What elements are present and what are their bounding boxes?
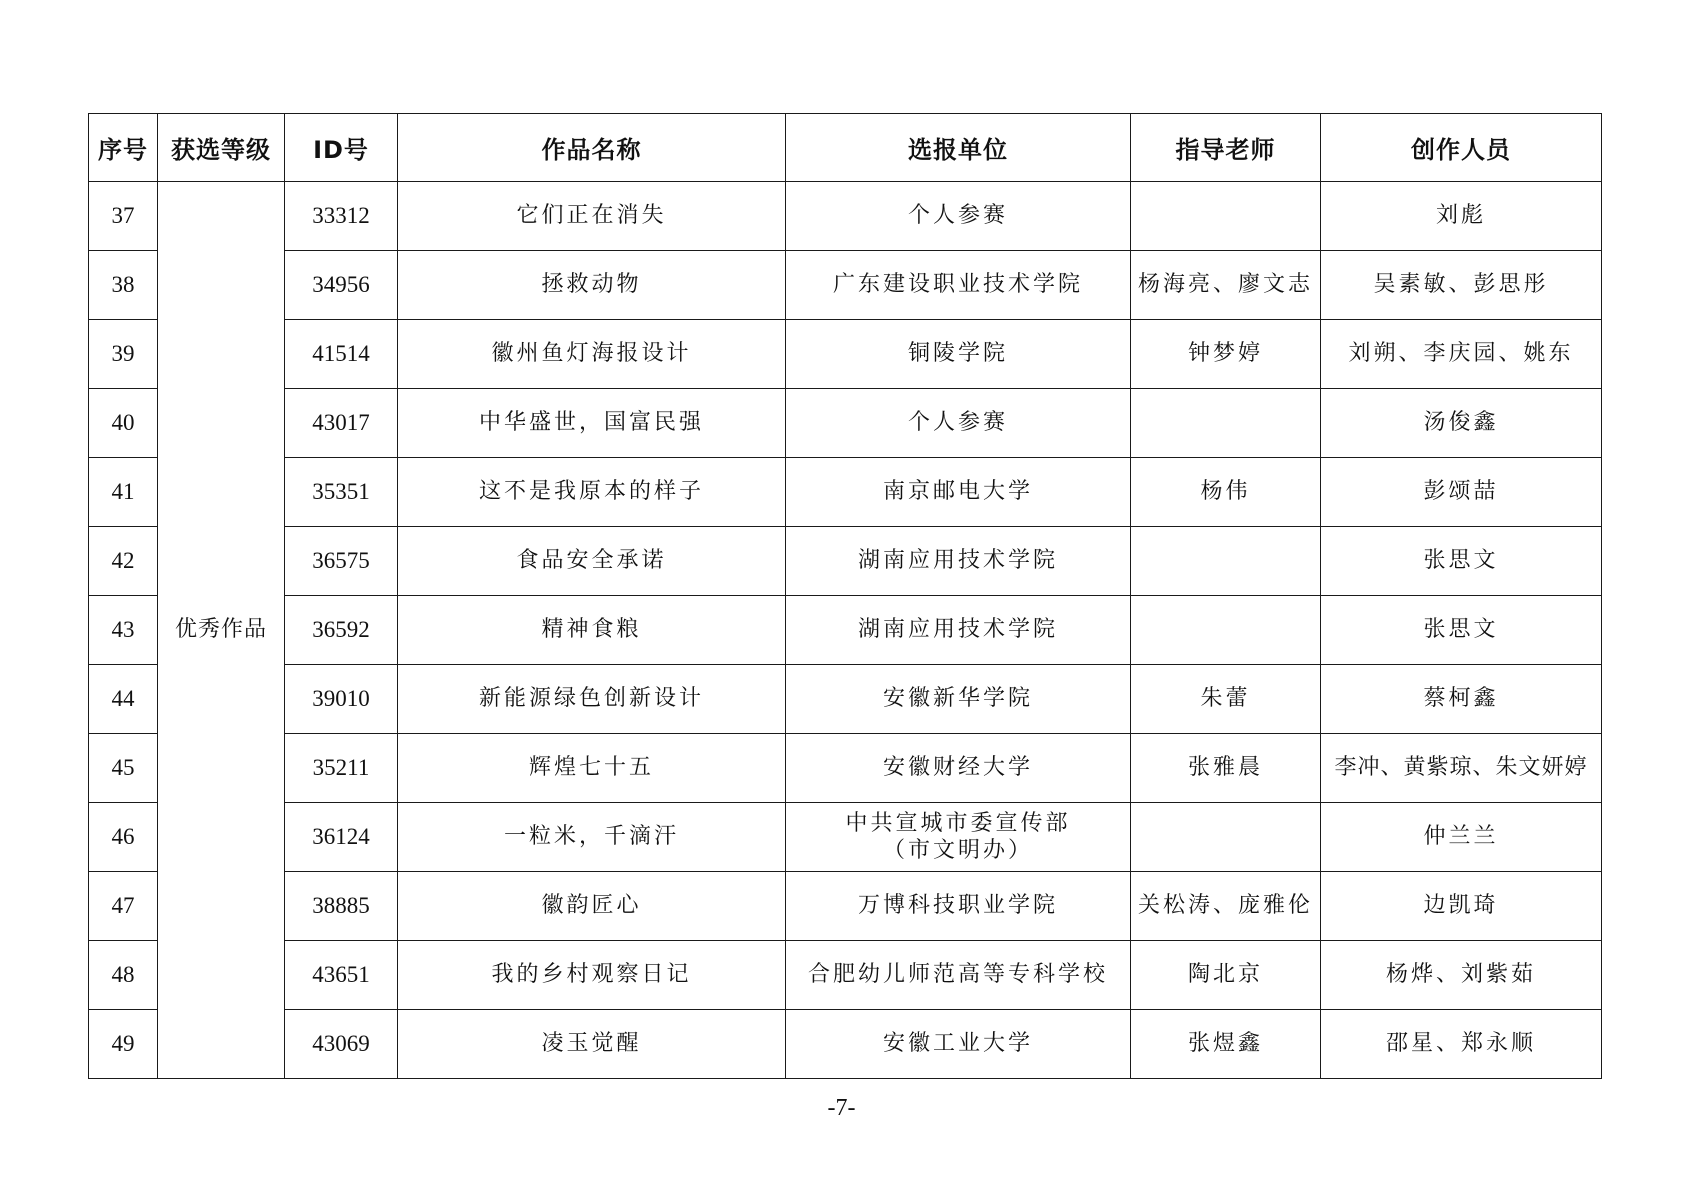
cell-unit — [786, 803, 1131, 872]
unit-line: 安徽工业大学 — [882, 1031, 1033, 1057]
cell-title: 徽州鱼灯海报设计 — [398, 320, 786, 389]
cell-id: 39010 — [285, 665, 398, 734]
header-advisor: 指导老师 — [1131, 114, 1321, 182]
cell-unit — [786, 320, 1131, 389]
cell-unit — [786, 251, 1131, 320]
cell-serial: 47 — [89, 872, 158, 941]
cell-creators: 边凯琦 — [1321, 872, 1602, 941]
cell-creators: 仲兰兰 — [1321, 803, 1602, 872]
cell-serial: 42 — [89, 527, 158, 596]
cell-id: 36575 — [285, 527, 398, 596]
cell-creators: 彭颂喆 — [1321, 458, 1602, 527]
cell-title: 徽韵匠心 — [398, 872, 786, 941]
table-header — [89, 114, 1602, 182]
cell-creators: 邵星、郑永顺 — [1321, 1010, 1602, 1079]
award-table — [88, 113, 1602, 1079]
cell-id: 43017 — [285, 389, 398, 458]
cell-title: 它们正在消失 — [398, 182, 786, 251]
cell-advisor: 张雅晨 — [1131, 734, 1321, 803]
table-row — [89, 182, 1602, 251]
cell-id: 35351 — [285, 458, 398, 527]
cell-id: 43651 — [285, 941, 398, 1010]
cell-creators: 刘彪 — [1321, 182, 1602, 251]
header-level: 获选等级 — [158, 114, 285, 182]
cell-creators: 吴素敏、彭思彤 — [1321, 251, 1602, 320]
cell-unit — [786, 527, 1131, 596]
cell-title: 我的乡村观察日记 — [398, 941, 786, 1010]
cell-advisor — [1131, 527, 1321, 596]
header-title: 作品名称 — [398, 114, 786, 182]
cell-title: 这不是我原本的样子 — [398, 458, 786, 527]
cell-id: 33312 — [285, 182, 398, 251]
header-creators: 创作人员 — [1321, 114, 1602, 182]
cell-advisor: 杨伟 — [1131, 458, 1321, 527]
table-row — [89, 596, 1602, 665]
unit-line: 广东建设职业技术学院 — [832, 272, 1083, 298]
cell-advisor — [1131, 182, 1321, 251]
table-row — [89, 941, 1602, 1010]
cell-serial: 48 — [89, 941, 158, 1010]
cell-serial: 40 — [89, 389, 158, 458]
cell-advisor — [1131, 803, 1321, 872]
cell-unit — [786, 734, 1131, 803]
unit-line: 个人参赛 — [907, 203, 1008, 229]
cell-id: 36124 — [285, 803, 398, 872]
cell-unit — [786, 941, 1131, 1010]
cell-advisor: 杨海亮、廖文志 — [1131, 251, 1321, 320]
cell-unit — [786, 665, 1131, 734]
unit-line: 湖南应用技术学院 — [857, 548, 1058, 574]
unit-line: 合肥幼儿师范高等专科学校 — [807, 962, 1108, 988]
cell-serial: 45 — [89, 734, 158, 803]
unit-line: 个人参赛 — [907, 410, 1008, 436]
header-unit: 选报单位 — [786, 114, 1131, 182]
unit-line: 南京邮电大学 — [882, 479, 1033, 505]
header-id: ID号 — [285, 114, 398, 182]
unit-line: 湖南应用技术学院 — [857, 617, 1058, 643]
cell-serial: 37 — [89, 182, 158, 251]
header-row — [89, 114, 1602, 182]
cell-serial: 44 — [89, 665, 158, 734]
cell-level: 优秀作品 — [158, 182, 285, 1079]
cell-creators: 刘朔、李庆园、姚东 — [1321, 320, 1602, 389]
cell-title: 食品安全承诺 — [398, 527, 786, 596]
cell-id: 34956 — [285, 251, 398, 320]
table-row — [89, 1010, 1602, 1079]
table-row — [89, 527, 1602, 596]
cell-id: 43069 — [285, 1010, 398, 1079]
page-number: -7- — [827, 1095, 856, 1121]
cell-title: 新能源绿色创新设计 — [398, 665, 786, 734]
cell-serial: 43 — [89, 596, 158, 665]
header-serial: 序号 — [89, 114, 158, 182]
cell-title: 中华盛世，国富民强 — [398, 389, 786, 458]
unit-line: 中共宣城市委宣传部 — [845, 810, 1071, 836]
cell-serial: 39 — [89, 320, 158, 389]
cell-unit — [786, 458, 1131, 527]
cell-title: 一粒米，千滴汗 — [398, 803, 786, 872]
cell-id: 36592 — [285, 596, 398, 665]
cell-unit — [786, 182, 1131, 251]
cell-advisor: 张煜鑫 — [1131, 1010, 1321, 1079]
cell-creators: 蔡柯鑫 — [1321, 665, 1602, 734]
cell-creators: 张思文 — [1321, 527, 1602, 596]
cell-creators: 杨烨、刘紫茹 — [1321, 941, 1602, 1010]
table-row — [89, 458, 1602, 527]
cell-advisor: 陶北京 — [1131, 941, 1321, 1010]
cell-advisor: 朱蕾 — [1131, 665, 1321, 734]
cell-unit — [786, 389, 1131, 458]
table-row — [89, 320, 1602, 389]
cell-advisor: 钟梦婷 — [1131, 320, 1321, 389]
table-row — [89, 803, 1602, 872]
unit-line: 铜陵学院 — [907, 341, 1008, 367]
cell-serial: 41 — [89, 458, 158, 527]
cell-advisor — [1131, 389, 1321, 458]
table-row — [89, 734, 1602, 803]
unit-line: 安徽财经大学 — [882, 755, 1033, 781]
table-row — [89, 665, 1602, 734]
table-row — [89, 389, 1602, 458]
cell-creators: 汤俊鑫 — [1321, 389, 1602, 458]
cell-id: 38885 — [285, 872, 398, 941]
unit-line: （市文明办） — [882, 838, 1033, 863]
table-body — [89, 182, 1602, 1079]
cell-unit — [786, 596, 1131, 665]
cell-advisor — [1131, 596, 1321, 665]
cell-serial: 38 — [89, 251, 158, 320]
cell-serial: 46 — [89, 803, 158, 872]
cell-unit — [786, 1010, 1131, 1079]
cell-title: 拯救动物 — [398, 251, 786, 320]
cell-title: 精神食粮 — [398, 596, 786, 665]
cell-id: 35211 — [285, 734, 398, 803]
table-row — [89, 872, 1602, 941]
cell-title: 凌玉觉醒 — [398, 1010, 786, 1079]
cell-id: 41514 — [285, 320, 398, 389]
cell-advisor: 关松涛、庞雅伦 — [1131, 872, 1321, 941]
cell-creators: 张思文 — [1321, 596, 1602, 665]
cell-title: 辉煌七十五 — [398, 734, 786, 803]
unit-line: 万博科技职业学院 — [857, 893, 1058, 919]
cell-unit — [786, 872, 1131, 941]
cell-serial: 49 — [89, 1010, 158, 1079]
table-row — [89, 251, 1602, 320]
unit-line: 安徽新华学院 — [882, 686, 1033, 712]
cell-creators: 李冲、黄紫琼、朱文妍婷 — [1321, 734, 1602, 803]
